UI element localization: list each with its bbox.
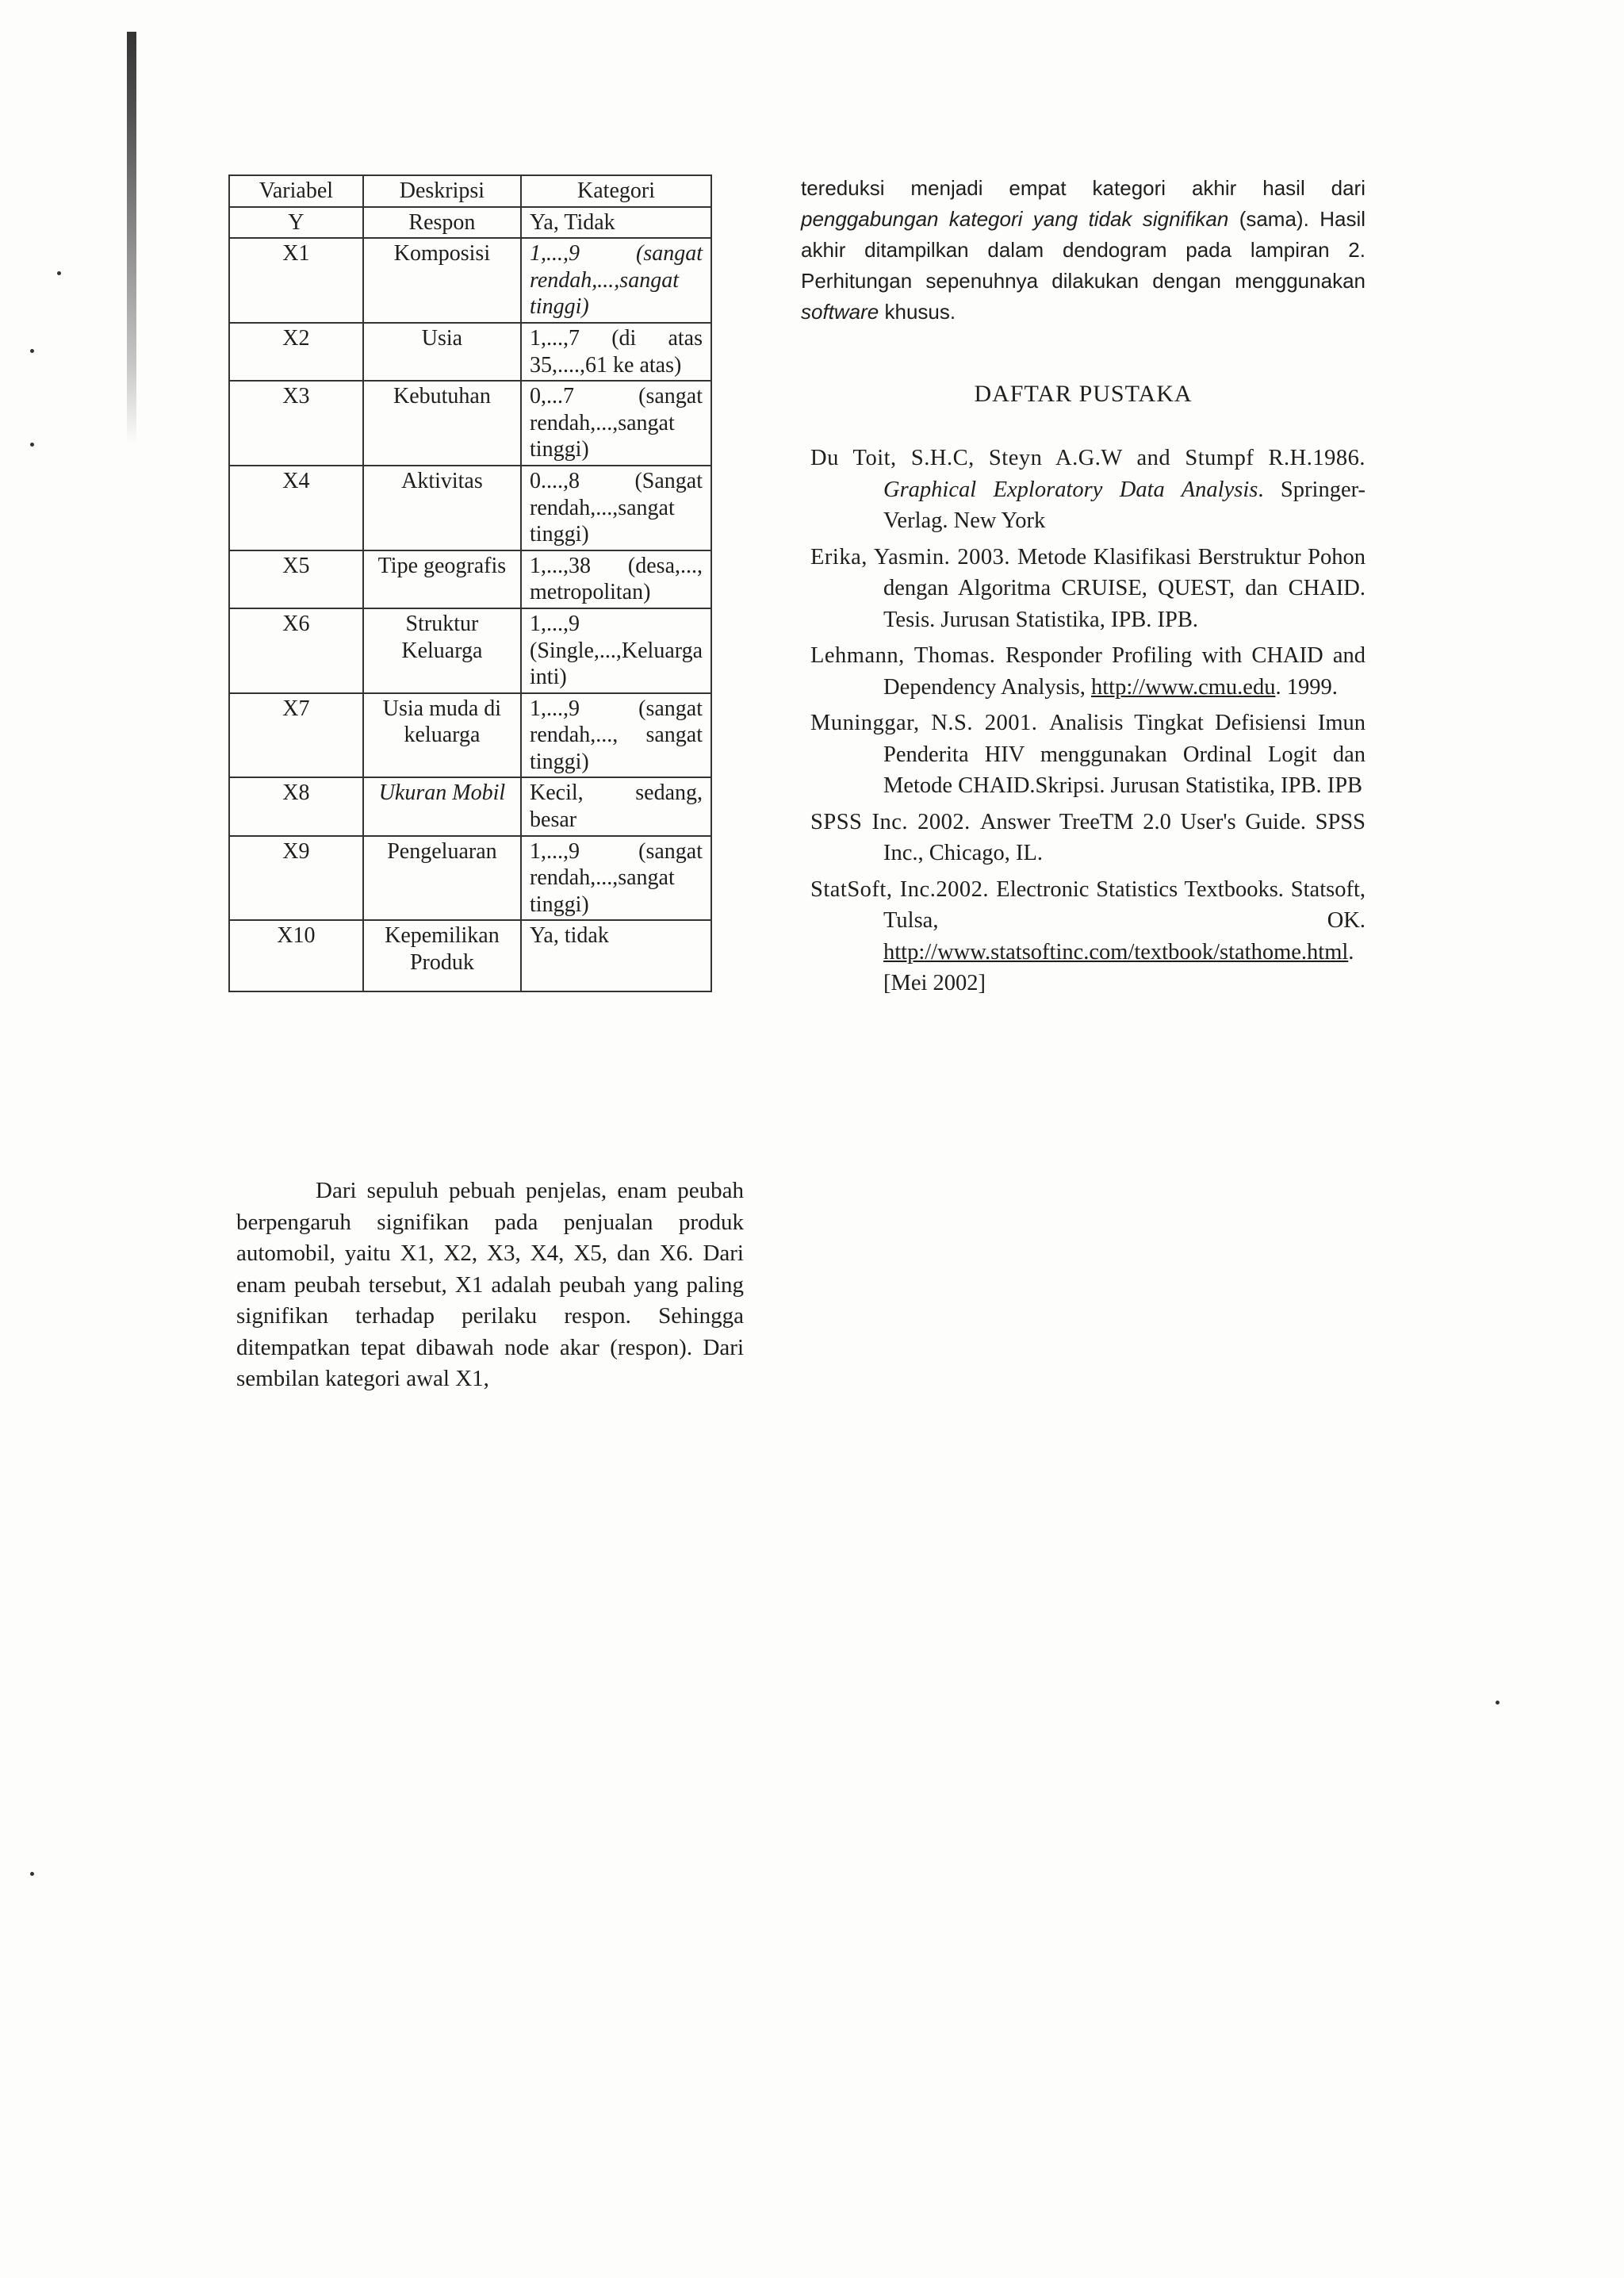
cell-kategori: 0,...7 (sangat rendah,...,sangat tinggi) xyxy=(521,381,711,466)
cell-variabel: X1 xyxy=(229,238,363,323)
table-row xyxy=(229,550,711,608)
header-kategori: Kategori xyxy=(521,175,711,207)
reference-author: Lehmann, Thomas. xyxy=(810,643,1006,668)
cell-deskripsi: Ukuran Mobil xyxy=(363,777,521,835)
reference-author: Muninggar, N.S. 2001. xyxy=(810,711,1050,735)
scan-edge-shadow xyxy=(127,32,136,444)
reference-details: Answer TreeTM 2.0 User's Guide. SPSS Inc., Chicago, IL. xyxy=(883,809,1365,865)
cell-variabel: X10 xyxy=(229,920,363,991)
reference-link[interactable]: http://www.statsoftinc.com/textbook/stathome.html xyxy=(883,939,1349,965)
table-row xyxy=(229,836,711,921)
reference-author: SPSS Inc. 2002. xyxy=(810,809,980,834)
cell-kategori: 0....,8 (Sangat rendah,...,sangat tinggi) xyxy=(521,466,711,550)
reference-author: StatSoft, Inc.2002. xyxy=(810,876,997,902)
cell-deskripsi: Pengeluaran xyxy=(363,836,521,921)
cell-variabel: X8 xyxy=(229,777,363,835)
table-row xyxy=(229,608,711,693)
reference-details: Electronic Statistics Textbooks. Statsoft, Tulsa, OK. xyxy=(883,876,1365,933)
reference-link[interactable]: http://www.cmu.edu xyxy=(1090,674,1276,700)
reference-author: Erika, Yasmin. 2003. xyxy=(810,544,1018,570)
variable-table xyxy=(228,174,712,992)
cell-variabel: X3 xyxy=(229,381,363,466)
paragraph-emphasis: software xyxy=(801,300,879,324)
reference-year: . 1999. xyxy=(1275,674,1338,700)
cell-kategori: 1,...,7 (di atas 35,....,61 ke atas) xyxy=(521,323,711,381)
cell-deskripsi: Usia xyxy=(363,323,521,381)
header-variabel: Variabel xyxy=(229,175,363,207)
cell-kategori: 1,...,38 (desa,..., metropolitan) xyxy=(521,550,711,608)
reference-details: Metode Klasifikasi Berstruktur Pohon dengan Algoritma CRUISE, QUEST, dan CHAID. Tesis. Jurusan Statistika, IPB. IPB. xyxy=(883,544,1365,632)
reference-date: . [Mei 2002] xyxy=(883,939,1354,995)
table-row xyxy=(229,323,711,381)
paragraph-text: (sama). Hasil akhir ditampilkan dalam dendogram pada lampiran 2. Perhitungan sepenuhnya dilakukan dengan menggunakan xyxy=(801,207,1365,293)
reference-details: Responder Profiling with CHAID and Dependency Analysis, xyxy=(883,643,1365,700)
paragraph-text: tereduksi menjadi empat kategori akhir hasil dari xyxy=(801,176,1365,200)
table-header-row xyxy=(229,175,711,207)
cell-variabel: X9 xyxy=(229,836,363,921)
section-title: DAFTAR PUSTAKA xyxy=(974,381,1193,407)
reference-author: Du Toit, S.H.C, Steyn A.G.W and Stumpf R.H.1986. xyxy=(810,446,1365,470)
reference-item xyxy=(810,708,1365,802)
cell-kategori: Ya, Tidak xyxy=(521,207,711,239)
table-row xyxy=(229,466,711,550)
cell-deskripsi: Kebutuhan xyxy=(363,381,521,466)
cell-variabel: X4 xyxy=(229,466,363,550)
scan-speck xyxy=(30,1872,34,1876)
reference-list xyxy=(810,443,1365,1004)
cell-kategori: 1,...,9 (sangat rendah,...,sangat tinggi) xyxy=(521,836,711,921)
table-row xyxy=(229,207,711,239)
cell-deskripsi: Aktivitas xyxy=(363,466,521,550)
scan-speck xyxy=(1496,1701,1500,1705)
table-row xyxy=(229,238,711,323)
cell-deskripsi: Tipe geografis xyxy=(363,550,521,608)
cell-deskripsi: Respon xyxy=(363,207,521,239)
cell-variabel: X7 xyxy=(229,693,363,778)
scan-speck xyxy=(30,349,34,353)
paragraph-text: khusus. xyxy=(879,300,956,324)
cell-deskripsi: Kepemilikan Produk xyxy=(363,920,521,991)
cell-kategori: 1,...,9 (Single,...,Keluarga inti) xyxy=(521,608,711,693)
cell-kategori: Ya, tidak xyxy=(521,920,711,991)
left-body-paragraph: Dari sepuluh pebuah penjelas, enam peubah berpengaruh signifikan pada penjualan produk automobil, yaitu X1, X2, X3, X4, X5, dan X6. Dari enam peubah tersebut, X1 adalah peubah yang paling signifikan terhadap perilaku respon. Sehingga ditempatkan tepat dibawah node akar (respon). Dari sembilan kategori awal X1, xyxy=(236,1178,744,1391)
reference-item xyxy=(810,542,1365,636)
reference-details: . Springer-Verlag. New York xyxy=(883,477,1365,533)
reference-item xyxy=(810,807,1365,869)
header-deskripsi: Deskripsi xyxy=(363,175,521,207)
reference-item xyxy=(810,443,1365,537)
table-row xyxy=(229,381,711,466)
cell-kategori: 1,...,9 (sangat rendah,..., sangat tinggi) xyxy=(521,693,711,778)
table-row xyxy=(229,920,711,991)
cell-kategori: Kecil, sedang, besar xyxy=(521,777,711,835)
reference-item xyxy=(810,874,1365,999)
cell-kategori: 1,...,9 (sangat rendah,...,sangat tinggi) xyxy=(521,238,711,323)
reference-title: Graphical Exploratory Data Analysis xyxy=(883,477,1258,502)
cell-variabel: X5 xyxy=(229,550,363,608)
cell-deskripsi: Struktur Keluarga xyxy=(363,608,521,693)
paragraph-emphasis: penggabungan kategori yang tidak signifikan xyxy=(801,207,1229,231)
reference-item xyxy=(810,640,1365,703)
cell-variabel: X6 xyxy=(229,608,363,693)
table-row xyxy=(229,777,711,835)
cell-deskripsi: Komposisi xyxy=(363,238,521,323)
right-body-paragraph xyxy=(801,173,1365,328)
cell-variabel: Y xyxy=(229,207,363,239)
reference-details: Analisis Tingkat Defisiensi Imun Penderita HIV menggunakan Ordinal Logit dan Metode CHAID.Skripsi. Jurusan Statistika, IPB. IPB xyxy=(883,711,1365,798)
cell-variabel: X2 xyxy=(229,323,363,381)
table-row xyxy=(229,693,711,778)
scan-speck xyxy=(57,271,61,275)
cell-deskripsi: Usia muda di keluarga xyxy=(363,693,521,778)
scan-speck xyxy=(30,443,34,447)
